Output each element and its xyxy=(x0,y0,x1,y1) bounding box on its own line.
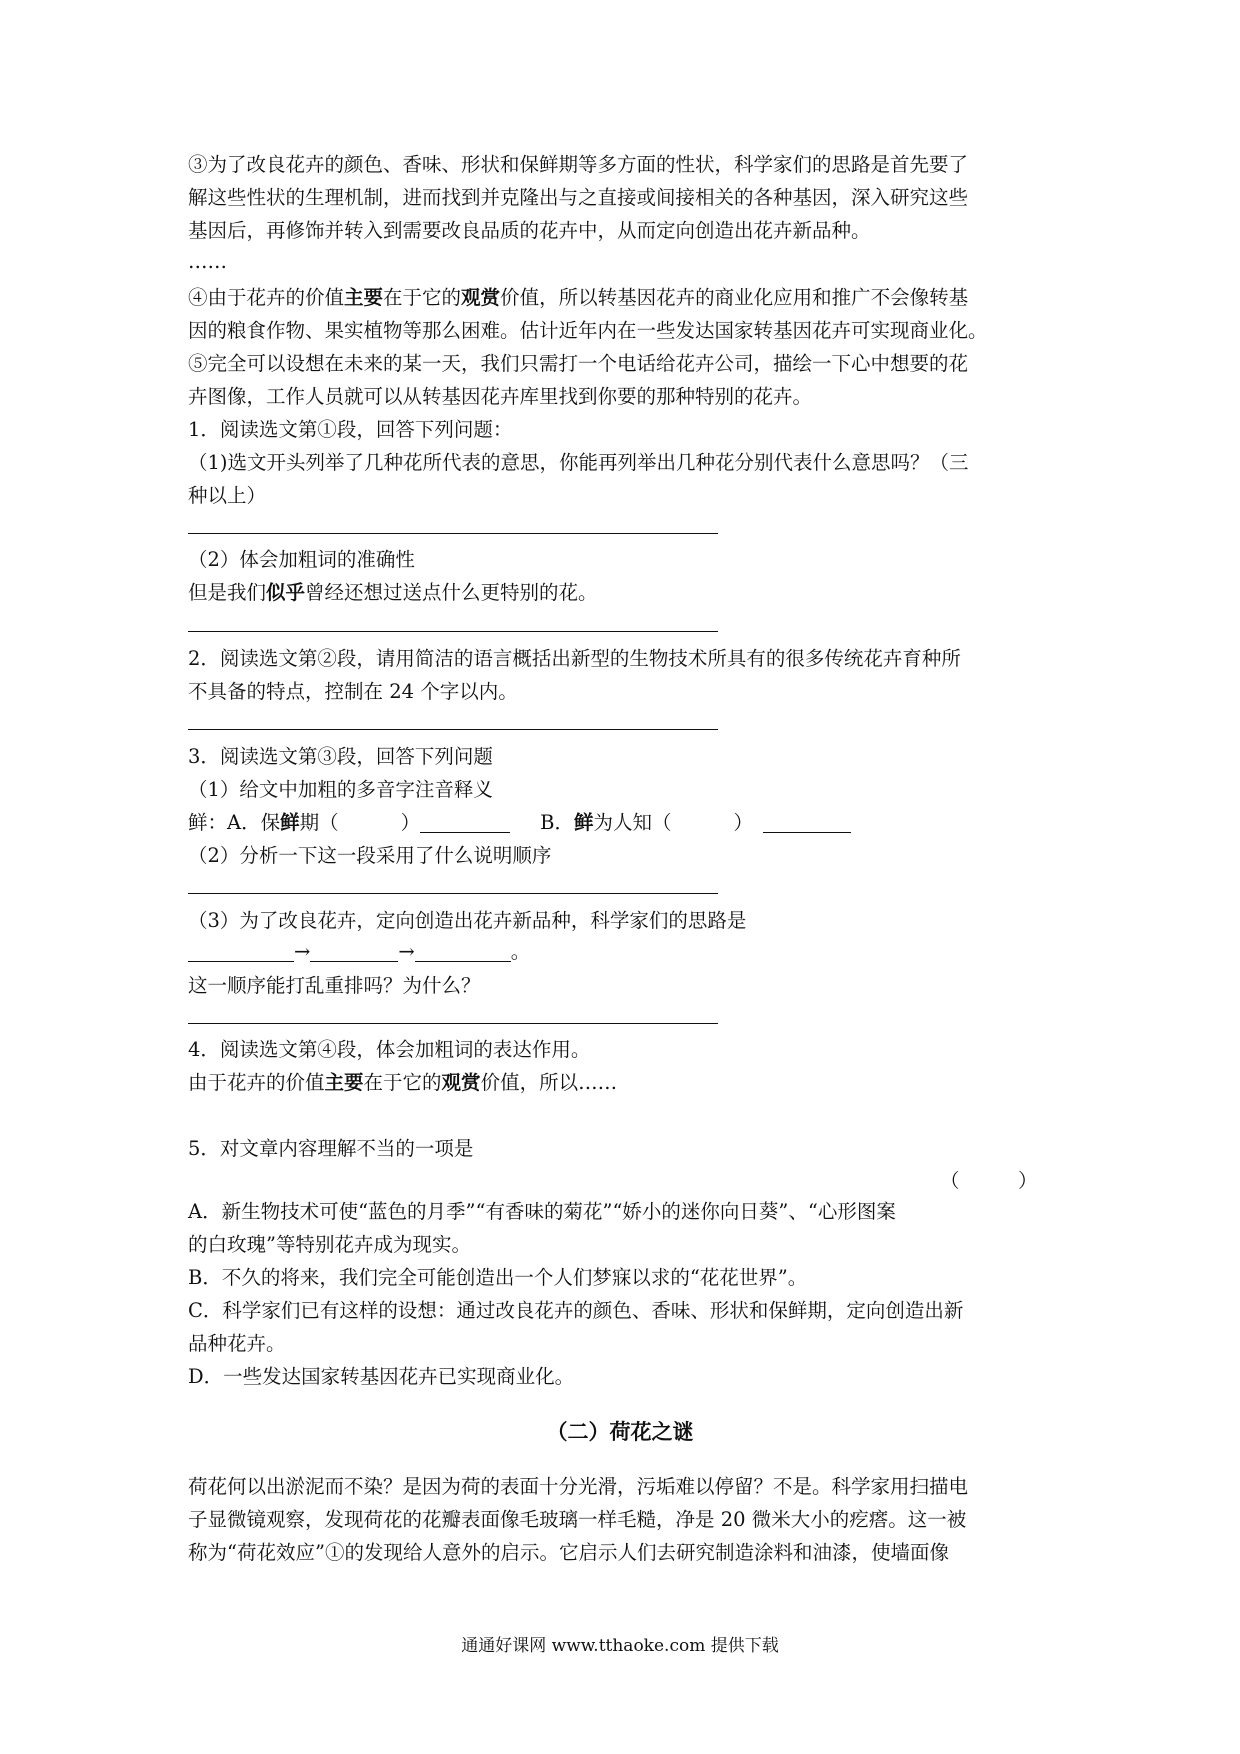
answer-line[interactable] xyxy=(188,1023,718,1024)
q3-sub3: （3）为了改良花卉，定向创造出花卉新品种，科学家们的思路是 xyxy=(188,909,747,932)
q3-xian-text: 为人知（ xyxy=(593,811,672,834)
answer-blank[interactable] xyxy=(420,812,510,833)
answer-blank[interactable] xyxy=(415,941,511,962)
q3-xian-text: ） xyxy=(400,811,421,834)
q2-line-2: 不具备的特点，控制在 24 个字以内。 xyxy=(188,680,518,703)
sentence-text: 但是我们 xyxy=(188,581,267,604)
passage-line-3: 称为“荷花效应”①的发现给人意外的启示。它启示人们去研究制造涂料和油漆，使墙面像 xyxy=(188,1541,949,1564)
q3-xian-text: 鲜：A．保 xyxy=(188,811,281,834)
q1-sub2-sentence xyxy=(188,579,598,607)
passage-line-2: 子显微镜观察，发现荷花的花瓣表面像毛玻璃一样毛糙，净是 20 微米大小的疙瘩。这一被 xyxy=(188,1508,967,1531)
option-b: B．不久的将来，我们完全可能创造出一个人们梦寐以求的“花花世界”。 xyxy=(188,1266,808,1289)
ellipsis: …… xyxy=(188,250,227,273)
q1-sub1-line-1: （1)选文开头列举了几种花所代表的意思，你能再列举出几种花分别代表什么意思吗？（三 xyxy=(188,451,969,474)
answer-line[interactable] xyxy=(188,893,718,894)
bold-word-guanshang: 观赏 xyxy=(441,1071,481,1094)
p4-text: 在于它的 xyxy=(383,286,462,309)
arrow-icon: → xyxy=(398,940,415,963)
q4-sentence xyxy=(188,1069,617,1097)
answer-line[interactable] xyxy=(188,729,718,730)
q3-xian-text: 期（ xyxy=(299,811,339,834)
q3-sub1: （1）给文中加粗的多音字注音释义 xyxy=(188,778,493,801)
p5-line-1: ⑤完全可以设想在未来的某一天，我们只需打一个电话给花卉公司，描绘一下心中想要的花 xyxy=(188,352,969,375)
bold-word-xian: 鲜 xyxy=(573,811,594,834)
option-d: D．一些发达国家转基因花卉已实现商业化。 xyxy=(188,1365,575,1388)
q3-sequence-line xyxy=(188,938,530,966)
answer-blank[interactable] xyxy=(188,941,294,962)
answer-line[interactable] xyxy=(188,631,718,632)
q4-stem: 4．阅读选文第④段，体会加粗词的表达作用。 xyxy=(188,1038,591,1061)
q2-line-1: 2．阅读选文第②段，请用简洁的语言概括出新型的生物技术所具有的很多传统花卉育种所 xyxy=(188,647,961,670)
answer-parentheses[interactable]: （ ） xyxy=(940,1169,1038,1192)
arrow-icon: → xyxy=(294,940,311,963)
option-a-line-1: A．新生物技术可使“蓝色的月季”“有香味的菊花”“娇小的迷你向日葵”、“心形图案 xyxy=(188,1200,896,1223)
option-c-line-2: 品种花卉。 xyxy=(188,1332,286,1355)
answer-line[interactable] xyxy=(188,533,718,534)
answer-blank[interactable] xyxy=(310,941,398,962)
p5-line-2: 卉图像，工作人员就可以从转基因花卉库里找到你要的那种特别的花卉。 xyxy=(188,385,813,408)
bold-word-guanshang: 观赏 xyxy=(461,286,501,309)
q3-xian-text: ） xyxy=(733,811,754,834)
q4-text: 在于它的 xyxy=(363,1071,442,1094)
period: 。 xyxy=(510,940,531,963)
bold-word-xian: 鲜 xyxy=(280,811,300,834)
q1-sub1-line-2: 种以上） xyxy=(188,484,267,507)
p3-line-1: ③为了改良花卉的颜色、香味、形状和保鲜期等多方面的性状，科学家们的思路是首先要了 xyxy=(188,153,969,176)
q4-text: 价值，所以…… xyxy=(480,1071,618,1094)
q3-stem: 3．阅读选文第③段，回答下列问题 xyxy=(188,745,493,768)
passage-line-1: 荷花何以出淤泥而不染？是因为荷的表面十分光滑，污垢难以停留？不是。科学家用扫描电 xyxy=(188,1475,969,1498)
q3-sub2: （2）分析一下这一段采用了什么说明顺序 xyxy=(188,844,552,867)
answer-blank[interactable] xyxy=(763,812,851,833)
q5-stem: 5．对文章内容理解不当的一项是 xyxy=(188,1137,474,1160)
q1-stem: 1．阅读选文第①段，回答下列问题： xyxy=(188,418,513,441)
q1-sub2: （2）体会加粗词的准确性 xyxy=(188,548,415,571)
q4-text: 由于花卉的价值 xyxy=(188,1071,325,1094)
p4-text: ④由于花卉的价值 xyxy=(188,286,345,309)
sentence-text: 曾经还想过送点什么更特别的花。 xyxy=(305,581,598,604)
option-a-line-2: 的白玫瑰”等特别花卉成为现实。 xyxy=(188,1233,471,1256)
bold-word-zhuyao: 主要 xyxy=(344,286,384,309)
p3-line-2: 解这些性状的生理机制，进而找到并克隆出与之直接或间接相关的各种基因，深入研究这些 xyxy=(188,186,969,209)
q3-xian-line xyxy=(188,809,851,837)
p3-line-3: 基因后，再修饰并转入到需要改良品质的花卉中，从而定向创造出花卉新品种。 xyxy=(188,219,871,242)
page-footer: 通通好课网 www.tthaoke.com 提供下载 xyxy=(461,1636,779,1656)
section-title: （二）荷花之谜 xyxy=(546,1419,694,1444)
q3-sub3b: 这一顺序能打乱重排吗？为什么？ xyxy=(188,974,481,997)
option-c-line-1: C．科学家们已有这样的设想：通过改良花卉的颜色、香味、形状和保鲜期，定向创造出新 xyxy=(188,1299,964,1322)
bold-word-sihu: 似乎 xyxy=(266,581,306,604)
p4-line-1 xyxy=(188,284,968,312)
q3-xian-text: B． xyxy=(540,811,574,834)
bold-word-zhuyao: 主要 xyxy=(324,1071,364,1094)
p4-text: 价值，所以转基因花卉的商业化应用和推广不会像转基 xyxy=(500,286,969,309)
p4-line-2: 因的粮食作物、果实植物等那么困难。估计近年内在一些发达国家转基因花卉可实现商业化。 xyxy=(188,319,988,342)
